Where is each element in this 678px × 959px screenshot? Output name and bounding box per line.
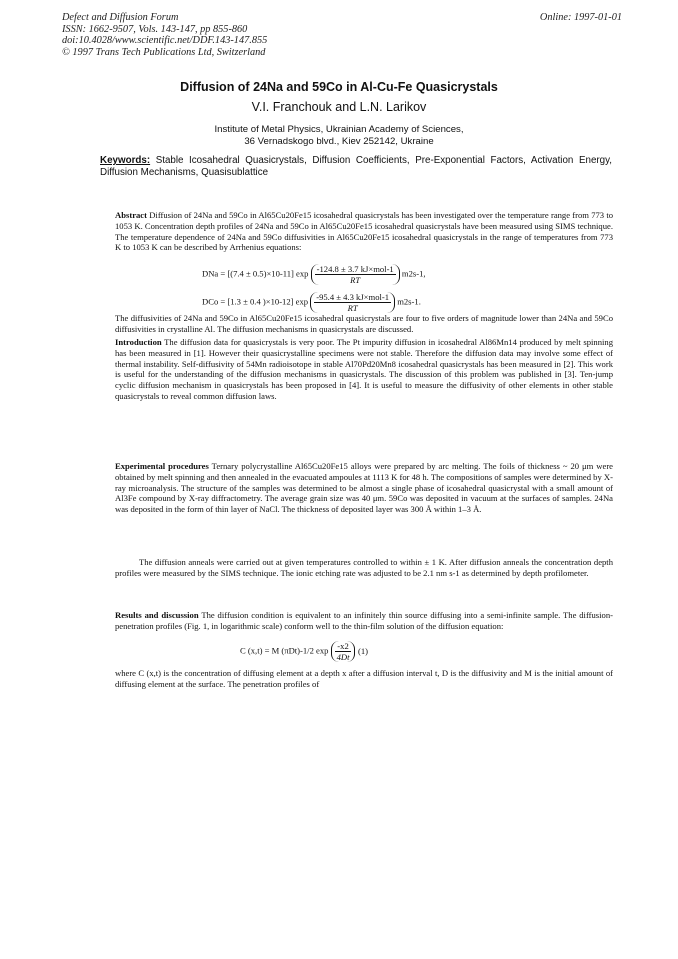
- results-paragraph: [115, 610, 613, 632]
- equation-d-na: [202, 264, 426, 285]
- equation-d-co-fraction: [314, 292, 391, 313]
- doi-line: doi:10.4028/www.scientific.net/DDF.143-147.855: [62, 35, 268, 46]
- results-text: The diffusion condition is equivalent to an infinitely thin source diffusing into a semi-infinite sample. The diffusion-penetration profiles (Fig. 1, in logarithmic scale) conform well to the thin-film solution of the diffusion equation:: [115, 610, 613, 631]
- equation-thin-film-bracket: [331, 641, 356, 662]
- introduction-text: The diffusion data for quasicrystals is very poor. The Pt impurity diffusion in icosahedral Al86Mn14 produced by melt spinning has been measured in [1]. However their quasicrystalline specimens were not stable. Therefore the diffusion data may involve some effect of thermal instability. Self-diffusivity of 54Mn radioisotope in stable Al70Pd20Mn8 icosahedral quasicrystals has been measured in [2]. This work is useful for the understanding of the diffusion mechanisms in quasicrystals. The discussion of this problem was published in [3]. Ten-jump cyclic diffusion mechanism in quasicrystals has been proposed in [4]. It is useful to measure the diffusivity of other elements in other stable quasicrystals to reveal common diffusion laws.: [115, 337, 613, 401]
- equation-d-na-denominator: RT: [350, 275, 361, 285]
- abstract-paragraph: [115, 210, 613, 253]
- affiliation: [0, 124, 678, 148]
- experimental-text: Ternary polycrystalline Al65Cu20Fe15 alloys were prepared by arc melting. The foils of thickness ~ 20 μm were obtained by melt spinning and then annealed in the evacuated ampoules at 1113 K for 48 h. The compositions of samples were determined by X-ray microanalysis. The structure of the samples was determined to be almost a single phase of icosahedral quasicrystal with a small amount of Al3Fe compound by X-ray diffractometry. The average grain size was 40 μm. 59Co was deposited in vacuum at the surfaces of samples. 24Na was deposited in the form of thin layer of NaCl. The thickness of deposited layer was 300 Å within 1–3 Å.: [115, 461, 614, 515]
- introduction-label: Introduction: [115, 337, 162, 347]
- equation-d-na-bracket: [311, 264, 400, 285]
- equation-d-na-unit: m2s-1,: [401, 268, 426, 279]
- introduction-paragraph: [115, 337, 613, 402]
- equation-thin-film: [240, 641, 355, 662]
- affiliation-line-2: 36 Vernadskogo blvd., Kiev 252142, Ukraine: [244, 136, 434, 147]
- abstract-label: Abstract: [115, 210, 147, 220]
- keywords: [100, 155, 612, 179]
- equation-d-co-unit: m2s-1.: [397, 296, 421, 307]
- online-date: Online: 1997-01-01: [539, 12, 622, 23]
- issn-line: ISSN: 1662-9507, Vols. 143-147, pp 855-860: [62, 23, 248, 35]
- paper-title: Diffusion of 24Na and 59Co in Al-Cu-Fe Quasicrystals: [180, 80, 498, 94]
- results-label: Results and discussion: [115, 610, 199, 620]
- publication-header: [62, 12, 622, 58]
- equation-d-na-numerator: -124.8 ± 3.7 kJ×mol-1: [316, 264, 394, 274]
- experimental-paragraph-2: The diffusion anneals were carried out at given temperatures controlled to within ± 1 K. After diffusion anneals the concentration depth profiles were measured by the SIMS technique. The ionic etching rate was adjusted to be 2.1 nm s-1 as determined by depth profilometer.: [115, 557, 613, 578]
- equation-thin-film-left: C (x,t) = M (πDt)-1/2 exp: [240, 645, 329, 656]
- equation-d-co-numerator: -95.4 ± 4.3 kJ×mol-1: [316, 292, 390, 302]
- abstract-conclusion: The diffusivities of 24Na and 59Co in Al65Cu20Fe15 icosahedral quasicrystals are four to five orders of magnitude lower than 24Na and 59Co diffusivities in crystalline Al. The diffusion mechanisms in quasicrystals are discussed.: [115, 313, 613, 334]
- equation-d-co-left: DCo = [1.3 ± 0.4 )×10-12] exp: [202, 296, 309, 307]
- equation-d-co-bracket: [310, 292, 395, 313]
- abstract-text: Diffusion of 24Na and 59Co in Al65Cu20Fe15 icosahedral quasicrystals has been investigated over the temperature range from 773 to 1053 K. Concentration depth profiles of 24Na and 59Co in Al65Cu20Fe15 icosahedral quasicrystals have been measured using SIMS technique. The temperature dependence of 24Na and 59Co diffusivities in Al65Cu20Fe15 icosahedral quasicrystals in the range of temperatures from 773 K to 1053 K can be described by Arrhenius equations:: [115, 210, 613, 253]
- keywords-label: Keywords:: [100, 155, 151, 166]
- results-paragraph-2: where C (x,t) is the concentration of diffusing element at a depth x after a diffusion interval t, D is the diffusivity and M is the initial amount of diffusing element at the surface. The penetration profiles of: [115, 668, 613, 689]
- equation-d-na-fraction: [315, 264, 396, 285]
- equation-thin-film-fraction: [335, 641, 352, 662]
- copyright-line: © 1997 Trans Tech Publications Ltd, Switzerland: [62, 46, 266, 58]
- equation-number: (1): [358, 646, 369, 656]
- paper-authors: V.I. Franchouk and L.N. Larikov: [251, 100, 427, 114]
- experimental-paragraph: [115, 461, 613, 515]
- equation-thin-film-numerator: -x2: [335, 641, 352, 652]
- experimental-label: Experimental procedures: [115, 461, 209, 471]
- equation-thin-film-denominator: 4Dt: [336, 652, 350, 662]
- equation-d-co: [202, 292, 421, 313]
- affiliation-line-1: Institute of Metal Physics, Ukrainian Academy of Sciences,: [214, 124, 464, 135]
- journal-name: Defect and Diffusion Forum: [62, 12, 179, 23]
- equation-d-co-denominator: RT: [347, 303, 358, 313]
- keywords-text: Stable Icosahedral Quasicrystals, Diffusion Coefficients, Pre-Exponential Factors, Activation Energy, Diffusion Mechanisms, Quasisublattice: [100, 155, 612, 178]
- equation-d-na-left: DNa = [(7.4 ± 0.5)×10-11] exp: [202, 268, 309, 279]
